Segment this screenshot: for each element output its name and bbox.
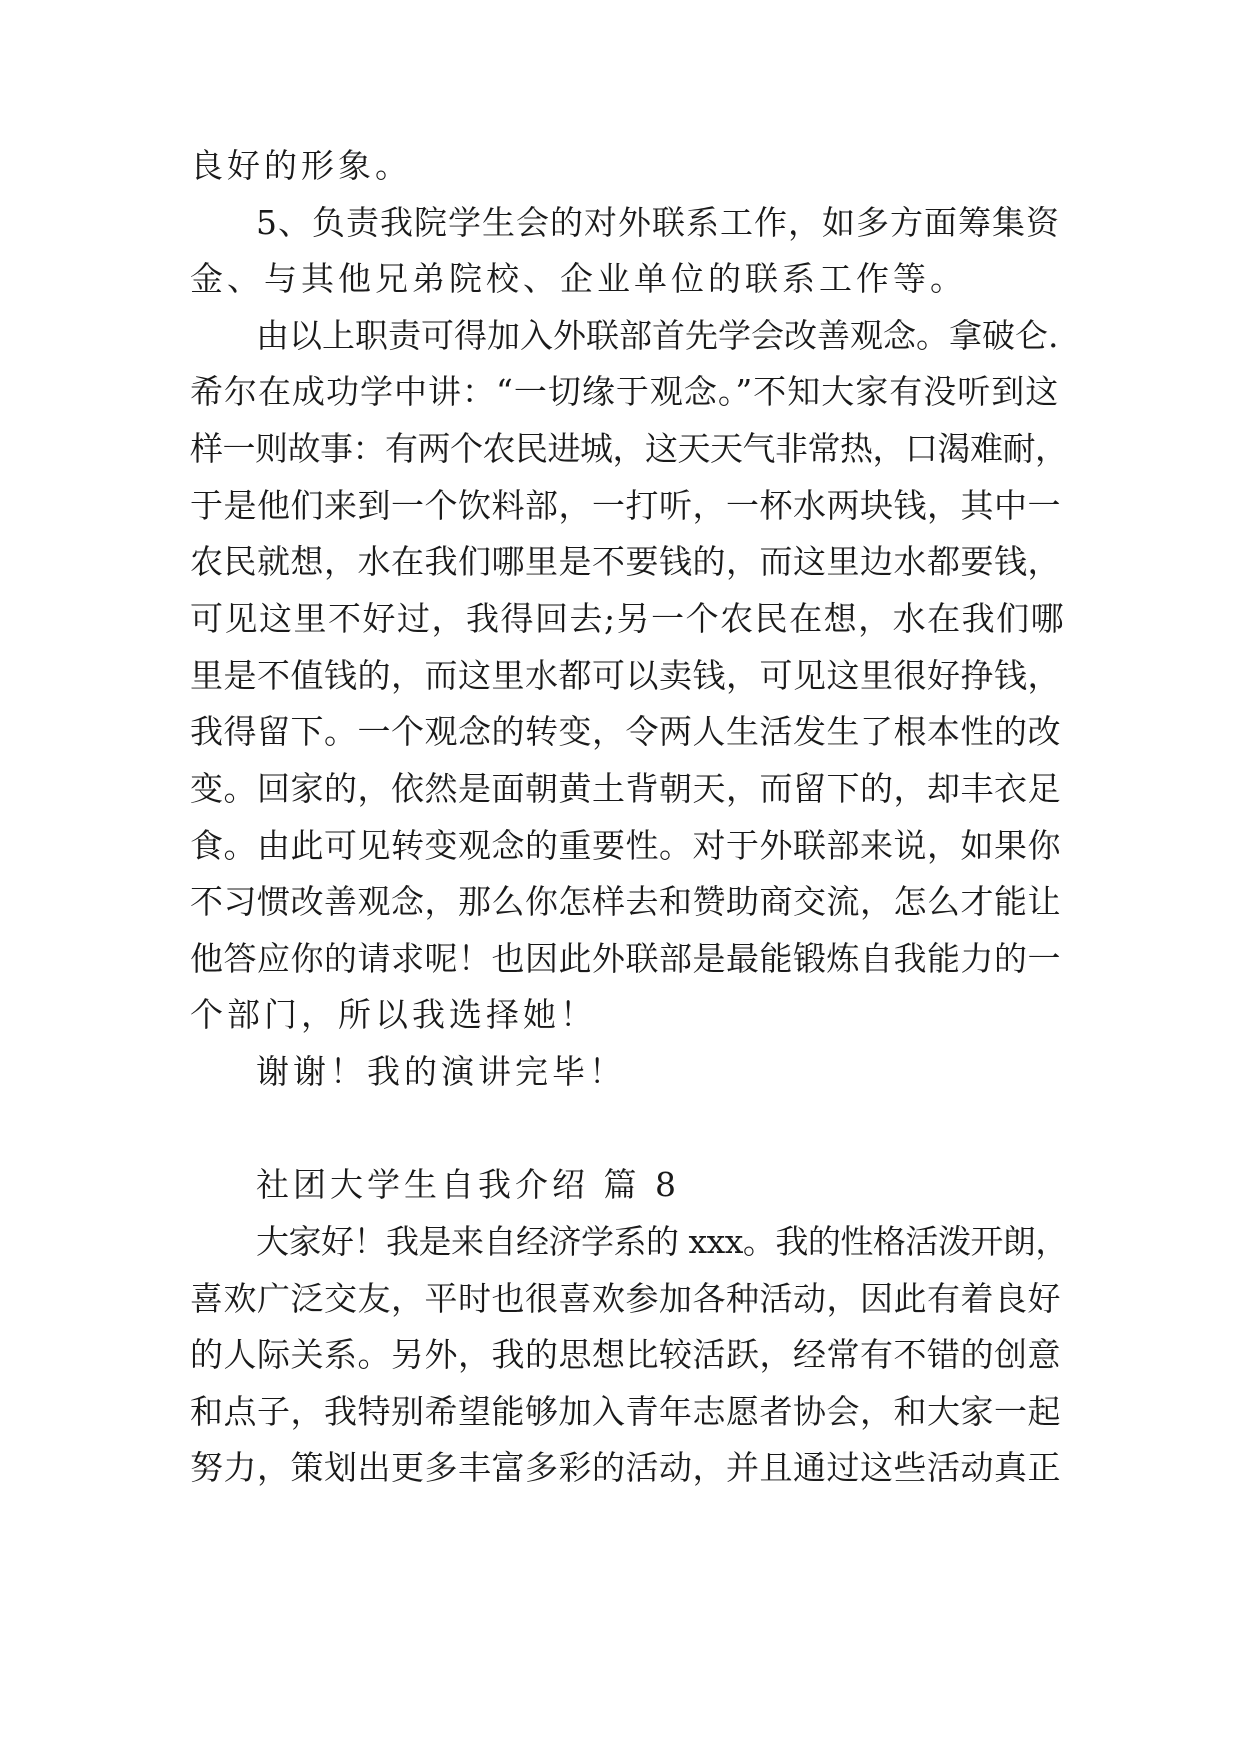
body-line: 5、负责我院学生会的对外联系工作，如多方面筹集资	[256, 203, 1060, 242]
body-line: 的人际关系。另外，我的思想比较活跃，经常有不错的创意	[190, 1335, 1061, 1374]
body-line: 谢谢！我的演讲完毕！	[256, 1052, 626, 1091]
body-line: 农民就想，水在我们哪里是不要钱的，而这里边水都要钱，	[190, 542, 1061, 581]
body-line: 样一则故事：有两个农民进城，这天天气非常热，口渴难耐，	[190, 429, 1068, 468]
body-line: 他答应你的请求呢！也因此外联部是最能锻炼自我能力的一	[190, 939, 1061, 978]
body-line: 由以上职责可得加入外联部首先学会改善观念。拿破仑.	[256, 316, 1059, 355]
body-line: 良好的形象。	[190, 146, 412, 185]
body-line: 喜欢广泛交友，平时也很喜欢参加各种活动，因此有着良好	[190, 1279, 1061, 1318]
body-line: 不习惯改善观念，那么你怎样去和赞助商交流，怎么才能让	[190, 882, 1061, 921]
body-line: 里是不值钱的，而这里水都可以卖钱，可见这里很好挣钱，	[190, 656, 1061, 695]
body-line: 努力，策划出更多丰富多彩的活动，并且通过这些活动真正	[190, 1448, 1061, 1487]
section-heading: 社团大学生自我介绍 篇 8	[256, 1165, 680, 1204]
body-line: 金、与其他兄弟院校、企业单位的联系工作等。	[190, 259, 967, 298]
body-line: 食。由此可见转变观念的重要性。对于外联部来说，如果你	[190, 826, 1061, 865]
body-line: 可见这里不好过，我得回去;另一个农民在想，水在我们哪	[190, 599, 1066, 638]
body-line: 于是他们来到一个饮料部，一打听，一杯水两块钱，其中一	[190, 486, 1061, 525]
body-line: 大家好！我是来自经济学系的 xxx。我的性格活泼开朗，	[256, 1222, 1068, 1261]
body-line: 希尔在成功学中讲：“一切缘于观念。”不知大家有没听到这	[190, 372, 1060, 411]
body-line: 变。回家的，依然是面朝黄土背朝天，而留下的，却丰衣足	[190, 769, 1061, 808]
body-line: 我得留下。一个观念的转变，令两人生活发生了根本性的改	[190, 712, 1061, 751]
body-line: 个部门，所以我选择她！	[190, 995, 597, 1034]
body-line: 和点子，我特别希望能够加入青年志愿者协会，和大家一起	[190, 1392, 1061, 1431]
